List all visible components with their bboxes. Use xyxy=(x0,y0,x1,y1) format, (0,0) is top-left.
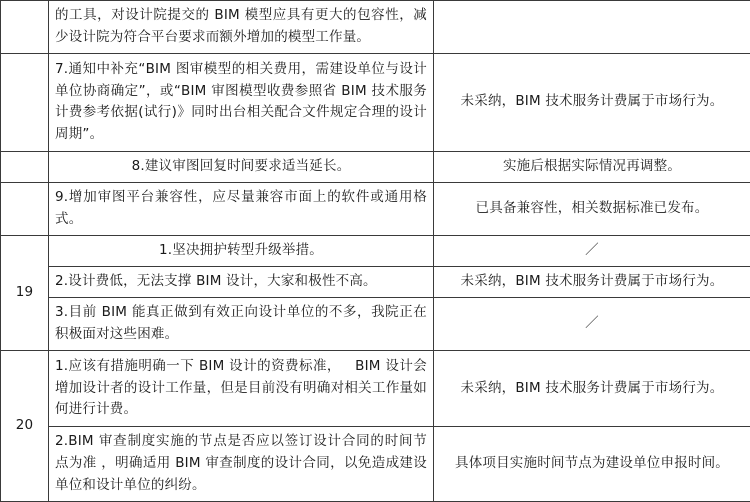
opinion-text: 3.目前 BIM 能真正做到有效正向设计单位的不多，我院正在积极面对这些困难。 xyxy=(55,304,427,343)
opinion-cell xyxy=(49,54,434,151)
opinion-text: 7.通知中补充“BIM 图审模型的相关费用，需建设单位与设计单位协商确定”，或“BIM 审图模型收费参照省 BIM 技术服务计费参考依据(试行)》同时出台相关配合文件规定合理的设计周期”。 xyxy=(55,60,427,143)
row-number-cell xyxy=(1,151,49,182)
opinion-text: 1.应该有措施明确一下 BIM 设计的资费标准， BIM 设计会增加设计者的设计工作量，但是目前没有明确对相关工作量如何进行计费。 xyxy=(55,357,427,418)
row-number: 20 xyxy=(15,417,34,434)
opinion-text: 1.坚决拥护转型升级举措。 xyxy=(159,242,323,259)
table-row xyxy=(1,182,750,235)
opinion-text: 2.BIM 审查制度实施的节点是否应以签订设计合同的时间节点为准 ，明确适用 BIM 审查制度的设计合同，以免造成建设单位和设计单位的纠纷。 xyxy=(55,433,427,493)
reply-cell xyxy=(434,151,750,182)
reply-text: 未采纳，BIM 技术服务计费属于市场行为。 xyxy=(460,93,724,110)
reply-cell xyxy=(434,182,750,235)
opinion-cell xyxy=(49,151,434,182)
opinion-text: 9.增加审图平台兼容性，应尽量兼容市面上的软件或通用格式。 xyxy=(55,188,427,227)
reply-text: 未采纳，BIM 技术服务计费属于市场行为。 xyxy=(460,273,724,290)
table-row xyxy=(1,267,750,298)
row-number-cell xyxy=(1,351,49,502)
reply-cell xyxy=(434,267,750,298)
reply-cell xyxy=(434,351,750,426)
reply-cell xyxy=(434,426,750,501)
reply-cell xyxy=(434,298,750,351)
opinion-cell xyxy=(49,267,434,298)
row-number: 19 xyxy=(15,284,34,301)
table-row xyxy=(1,1,750,54)
row-number-cell xyxy=(1,182,49,235)
reply-text: ／ xyxy=(585,315,599,332)
opinion-cell xyxy=(49,298,434,351)
reply-text: 未采纳，BIM 技术服务计费属于市场行为。 xyxy=(460,379,724,396)
reply-text: ／ xyxy=(585,242,599,259)
row-number-cell xyxy=(1,235,49,350)
table-row xyxy=(1,426,750,501)
reply-text: 已具备兼容性，相关数据标准已发布。 xyxy=(475,199,709,216)
row-number-cell xyxy=(1,1,49,54)
table-row xyxy=(1,235,750,266)
reply-cell xyxy=(434,235,750,266)
opinion-text: 8.建议审图回复时间要求适当延长。 xyxy=(131,157,351,174)
reply-cell xyxy=(434,1,750,54)
row-number-cell xyxy=(1,54,49,151)
opinion-cell xyxy=(49,182,434,235)
table-row xyxy=(1,151,750,182)
table-row xyxy=(1,54,750,151)
reply-cell xyxy=(434,54,750,151)
opinion-text: 2.设计费低，无法支撑 BIM 设计，大家和极性不高。 xyxy=(55,273,377,290)
opinion-cell xyxy=(49,1,434,54)
table-row xyxy=(1,351,750,426)
table-row xyxy=(1,298,750,351)
opinion-cell xyxy=(49,235,434,266)
reply-text: 具体项目实施时间节点为建设单位申报时间。 xyxy=(455,454,729,471)
opinion-cell xyxy=(49,426,434,501)
opinion-text: 的工具，对设计院提交的 BIM 模型应具有更大的包容性，减少设计院为符合平台要求而额外增加的模型工作量。 xyxy=(55,7,427,46)
opinion-cell xyxy=(49,351,434,426)
reply-text: 实施后根据实际情况再调整。 xyxy=(502,157,682,174)
